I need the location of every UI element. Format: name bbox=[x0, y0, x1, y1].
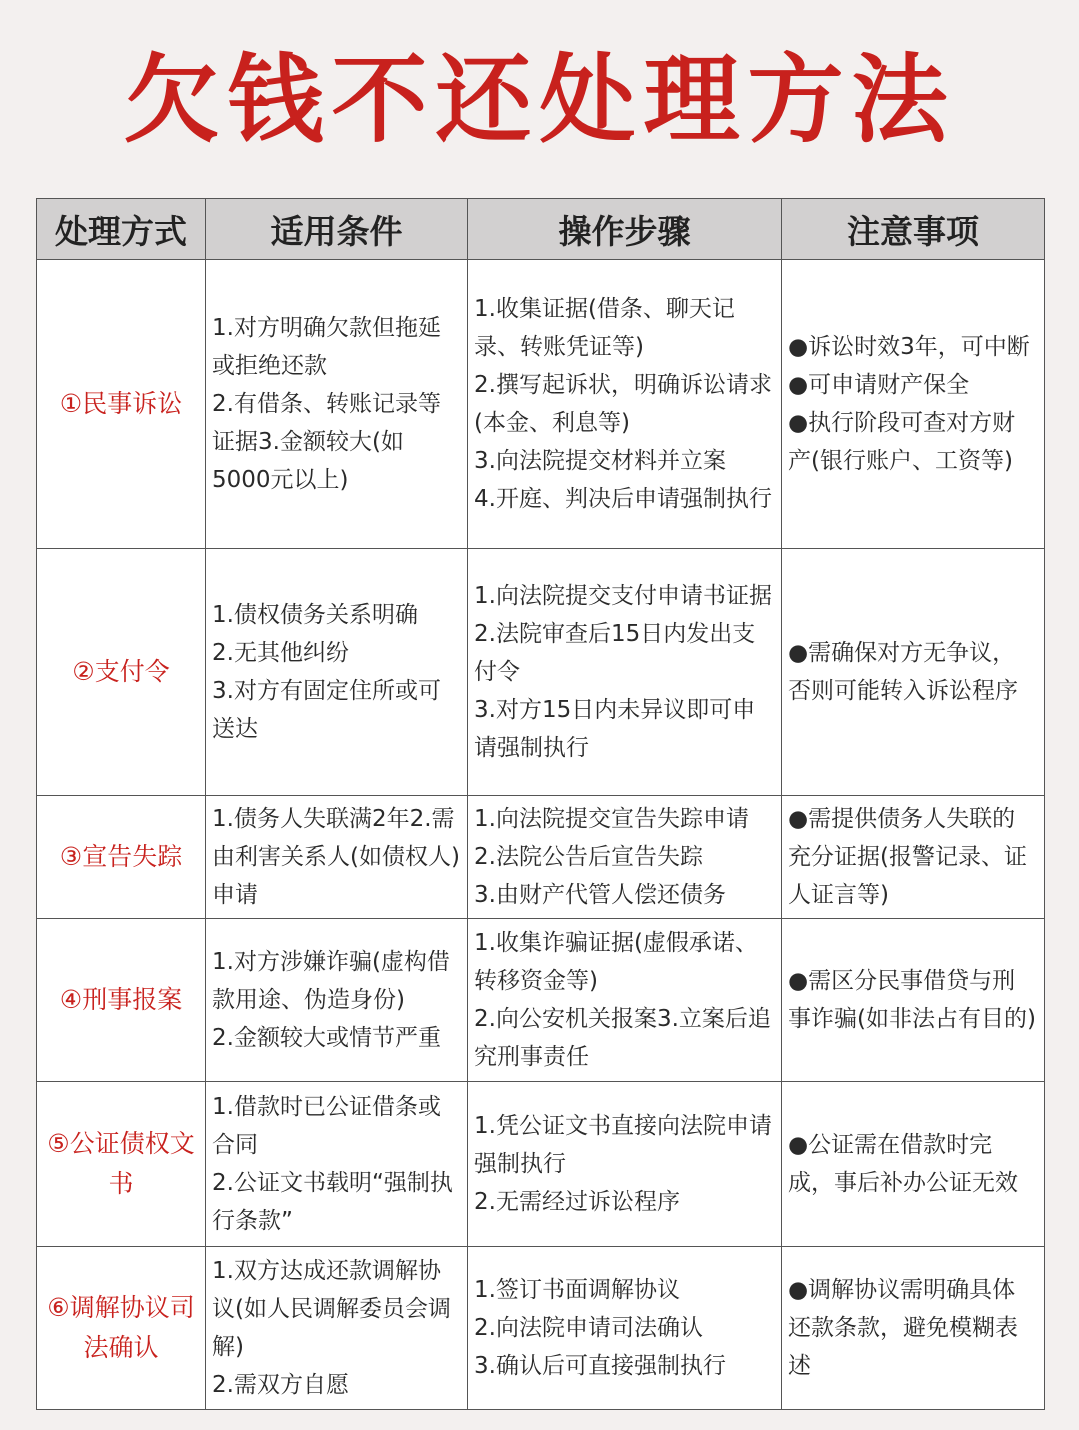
table-row bbox=[37, 919, 1045, 1082]
steps-cell bbox=[468, 919, 782, 1082]
step-item: 2.无需经过诉讼程序 bbox=[474, 1189, 680, 1215]
notes-cell bbox=[782, 1082, 1045, 1247]
condition-item: 1.借款时已公证借条或合同 bbox=[212, 1094, 441, 1158]
steps-cell bbox=[468, 1082, 782, 1247]
method-cell: ③宣告失踪 bbox=[37, 796, 206, 919]
condition-item: 2.有借条、转账记录等证据3.金额较大(如5000元以上) bbox=[212, 391, 441, 493]
method-cell: ⑤公证债权文书 bbox=[37, 1082, 206, 1247]
step-item: 1.收集诈骗证据(虚假承诺、转移资金等) bbox=[474, 930, 758, 994]
notes-cell bbox=[782, 919, 1045, 1082]
note-item: ●执行阶段可查对方财产(银行账户、工资等) bbox=[788, 410, 1016, 474]
header-notes: 注意事项 bbox=[782, 199, 1045, 260]
table-row bbox=[37, 260, 1045, 549]
step-item: 2.法院公告后宣告失踪 bbox=[474, 844, 703, 870]
header-steps: 操作步骤 bbox=[468, 199, 782, 260]
notes-cell bbox=[782, 1247, 1045, 1410]
note-item: ●需提供债务人失联的充分证据(报警记录、证人证言等) bbox=[788, 806, 1027, 908]
steps-cell bbox=[468, 549, 782, 796]
conditions-cell bbox=[206, 1082, 468, 1247]
step-item: 1.收集证据(借条、聊天记录、转账凭证等) bbox=[474, 296, 735, 360]
note-item: ●公证需在借款时完成，事后补办公证无效 bbox=[788, 1132, 1018, 1196]
method-cell: ④刑事报案 bbox=[37, 919, 206, 1082]
table-row bbox=[37, 1082, 1045, 1247]
note-item: ●可申请财产保全 bbox=[788, 372, 970, 398]
condition-item: 1.对方明确欠款但拖延或拒绝还款 bbox=[212, 315, 441, 379]
table-row bbox=[37, 796, 1045, 919]
conditions-cell bbox=[206, 260, 468, 549]
step-item: 3.对方15日内未异议即可申请强制执行 bbox=[474, 697, 756, 761]
step-item: 1.签订书面调解协议 bbox=[474, 1277, 680, 1303]
conditions-cell bbox=[206, 919, 468, 1082]
table-header-row bbox=[37, 199, 1045, 260]
condition-item: 1.债务人失联满2年2.需由利害关系人(如债权人)申请 bbox=[212, 806, 460, 908]
step-item: 1.凭公证文书直接向法院申请强制执行 bbox=[474, 1113, 772, 1177]
method-cell: ①民事诉讼 bbox=[37, 260, 206, 549]
conditions-cell bbox=[206, 549, 468, 796]
step-item: 2.法院审查后15日内发出支付令 bbox=[474, 621, 756, 685]
method-cell: ②支付令 bbox=[37, 549, 206, 796]
step-item: 3.向法院提交材料并立案 bbox=[474, 448, 726, 474]
method-cell: ⑥调解协议司法确认 bbox=[37, 1247, 206, 1410]
conditions-cell bbox=[206, 1247, 468, 1410]
notes-cell bbox=[782, 549, 1045, 796]
step-item: 2.撰写起诉状，明确诉讼请求(本金、利息等) bbox=[474, 372, 772, 436]
note-item: ●调解协议需明确具体还款条款，避免模糊表述 bbox=[788, 1277, 1018, 1379]
condition-item: 2.无其他纠纷 bbox=[212, 640, 349, 666]
condition-item: 2.金额较大或情节严重 bbox=[212, 1025, 441, 1051]
steps-cell bbox=[468, 1247, 782, 1410]
condition-item: 2.公证文书载明“强制执行条款” bbox=[212, 1170, 453, 1234]
step-item: 3.确认后可直接强制执行 bbox=[474, 1353, 726, 1379]
steps-cell bbox=[468, 260, 782, 549]
condition-item: 1.对方涉嫌诈骗(虚构借款用途、伪造身份) bbox=[212, 949, 450, 1013]
note-item: ●诉讼时效3年，可中断 bbox=[788, 334, 1030, 360]
step-item: 2.向法院申请司法确认 bbox=[474, 1315, 703, 1341]
step-item: 2.向公安机关报案3.立案后追究刑事责任 bbox=[474, 1006, 771, 1070]
condition-item: 1.双方达成还款调解协议(如人民调解委员会调解) bbox=[212, 1258, 451, 1360]
header-method: 处理方式 bbox=[37, 199, 206, 260]
condition-item: 1.债权债务关系明确 bbox=[212, 602, 418, 628]
note-item: ●需确保对方无争议，否则可能转入诉讼程序 bbox=[788, 640, 1018, 704]
note-item: ●需区分民事借贷与刑事诈骗(如非法占有目的) bbox=[788, 968, 1036, 1032]
step-item: 1.向法院提交宣告失踪申请 bbox=[474, 806, 749, 832]
methods-table bbox=[36, 198, 1045, 1410]
notes-cell bbox=[782, 796, 1045, 919]
page-title: 欠钱不还处理方法 bbox=[123, 44, 956, 156]
conditions-cell bbox=[206, 796, 468, 919]
notes-cell bbox=[782, 260, 1045, 549]
step-item: 1.向法院提交支付申请书证据 bbox=[474, 583, 772, 609]
steps-cell bbox=[468, 796, 782, 919]
table-row bbox=[37, 1247, 1045, 1410]
condition-item: 2.需双方自愿 bbox=[212, 1372, 349, 1398]
header-conditions: 适用条件 bbox=[206, 199, 468, 260]
step-item: 4.开庭、判决后申请强制执行 bbox=[474, 486, 772, 512]
condition-item: 3.对方有固定住所或可送达 bbox=[212, 678, 441, 742]
step-item: 3.由财产代管人偿还债务 bbox=[474, 882, 726, 908]
table-row bbox=[37, 549, 1045, 796]
